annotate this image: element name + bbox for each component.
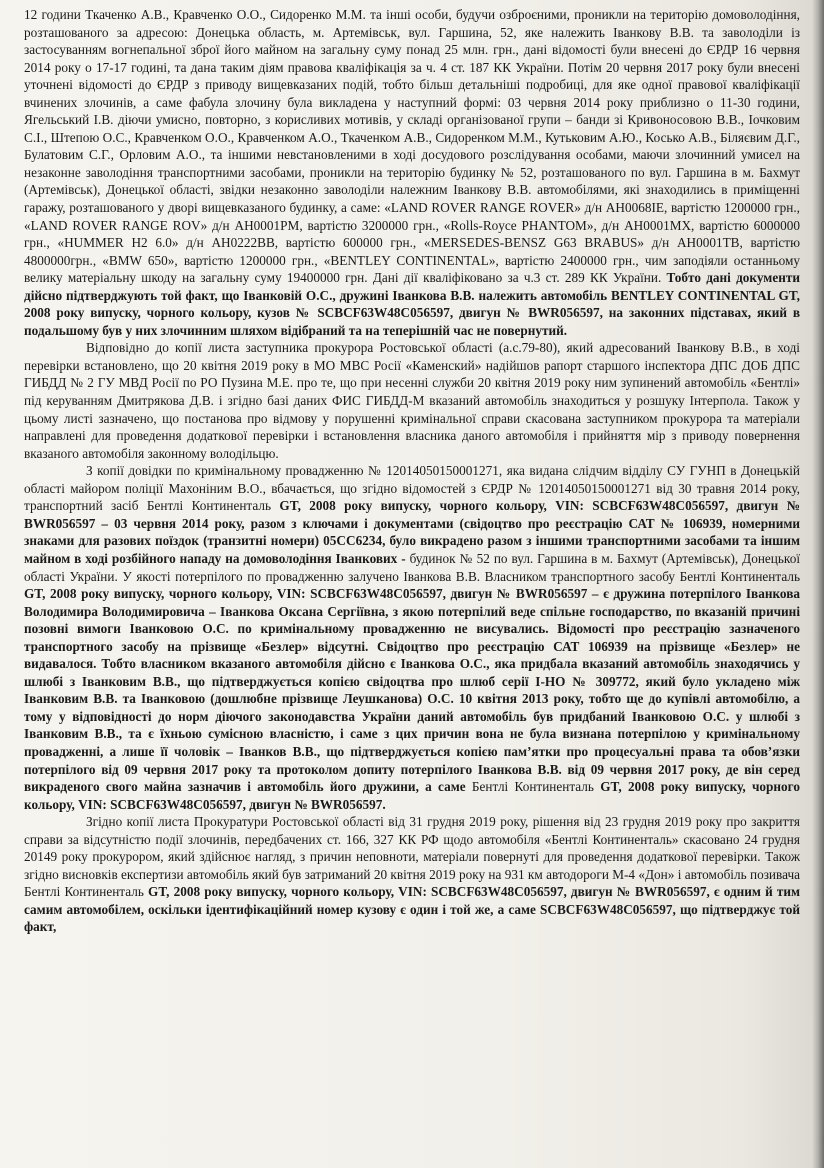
paragraph (24, 462, 800, 813)
paragraph (24, 813, 800, 936)
text-run: 12 години Ткаченко А.В., Кравченко О.О., Сидоренко М.М. та інші особи, будучи озброєними, проникли на територію домоволодіння, розташованого за адресою: Донецька область, м. Артемівськ, вул. Гаршина, 52, яке належить Іванкову В.В. та заволоділи із застосуванням вогнепальної зброї його майном на загальну суму понад 25 млн. грн., дані відомості були внесені до ЄРДР 16 червня 2014 року о 17-17 годині, та дана таким діям правова кваліфікація за ч. 4 ст. 187 КК України. Потім 20 червня 2017 року були внесені уточнені відомості до ЄРДР з приводу вищевказаних подій, тобто більш детальніші подробиці, для яке одної правової кваліфікації вчинених злочинів, а саме фабула злочину була викладена у наступний формі: 03 червня 2014 року приблизно о 11-30 години, Ягельський І.В. діючи умисно, повторно, з корисливих мотивів, у складі організованої групи – банди зі Кривоносовою В.В., Іочковим С.І., Штепою О.С., Кравченком О.О., Кравченком А.О., Ткаченком А.В., Сидоренком М.М., Кутьковим А.Ю., Косько А.В., Біляєвим Д.Г., Булатовим С.Г., Орловим А.О., та іншими невстановленими в ході досудового розслідування особами, маючи злочинний умисел на незаконне заволодіння транспортними засобами, проникли на територію будинку № 52, розташованого по вул. Гаршина в м. Бахмут (Артемівськ), Донецької області, звідки незаконно заволоділи належним Іванкову В.В. автомобілями, які знаходились в приміщенні гаражу, розташованого у дворі вищевказаного будинку, а саме: «LAND ROVER RANGE ROVER» д/н АН0068ІЕ, вартістю 1200000 грн., «LAND ROVER RANGE ROV» д/н АН0001РМ, вартістю 3200000 грн., «Rolls-Royce PHANTOM», д/н АН0001МХ, вартістю 6000000 грн., «HUMMER H2 6.0» д/н АН0222ВВ, вартістю 600000 грн., «MERSEDES-BENSZ G63 BRABUS» д/н АН0001ТВ, вартістю 4800000грн., «BMW 650», вартістю 1200000 грн., «BENTLEY CONTINENTAL», вартістю 2400000 грн., чим заподіяли останньому велику матеріальну шкоду на загальну суму 19400000 грн. Дані дії кваліфіковано за ч.3 ст. 289 КК України. (24, 7, 800, 286)
page-edge-shadow (812, 0, 824, 1168)
bold-text-run: Тобто дані документи дійсно підтверджують той факт, що Іванковій О.С., дружині Іванкова В.В. належить автомобіль BENTLEY CONTINENTAL GT, 2008 року випуску, чорного кольору, кузов № SCBCF63W48C056597, двигун № BWR056597, на законних підставах, який в подальшому був у них злочинним шляхом відібраний та на теперішній час не повернутий. (24, 270, 800, 338)
text-run: будинок № 52 по вул. Гаршина в м. Бахмут (Артемівськ), Донецької області України. У якості потерпілого по провадженню залучено Іванкова В.В. Власником транспортного засобу Бентлі Континенталь (24, 550, 800, 584)
paragraph (24, 6, 800, 339)
document-body (24, 6, 800, 936)
bold-text-run: GT, 2008 року випуску, чорного кольору, VIN: SCBCF63W48C056597, двигун № BWR056597 – 03 червня 2014 року, разом з ключами і документами (свідоцтво про реєстрацію САТ № 106939, номерними знаками для разових поїздок (транзитні номери) 05СС6234, було викрадено разом з іншими транспортними засобами та іншим майном в ході розбійного нападу на домоволодіння Іванкових - (24, 498, 800, 566)
bold-text-run: GT, 2008 року випуску, чорного кольору, VIN: SCBCF63W48C056597, двигун № BWR056597. (24, 779, 800, 812)
paragraph (24, 339, 800, 462)
text-run: Бентлі Континенталь (471, 779, 601, 795)
text-run: Відповідно до копії листа заступника прокурора Ростовської області (а.с.79-80), який адресований Іванкову В.В., в ході перевірки встановлено, що 20 квітня 2019 року в МО МВС Росії «Каменский» надійшов рапорт старшого інспектора ДПС ДОБ ДПС ГИБДД № 2 ГУ МВД Росії по РО Пузина М.Е. про те, що при несенні служби 20 квітня 2019 року ним зупинений автомобіль «Бентлі» під керуванням Дмитрякова Д.В. і згідно базі даних ФИС ГИБДД-М вказаний автомобіль знаходиться у розшуку Інтерпола. Також у цьому листі зазначено, що постанова про відмову у порушенні кримінальної справи скасована заступником прокурора та матеріали направлені для проведення додаткової перевірки і встановлення власника даного автомобіля і прийняття мір з приводу повернення вказаного автомобіля законному володільцю. (24, 340, 800, 461)
text-run: Згідно копії листа Прокуратури Ростовської області від 31 грудня 2019 року, рішення від 23 грудня 2019 року про закриття справи за відсутністю події злочинів, передбачених ст. 166, 327 КК РФ щодо автомобіля «Бентлі Континенталь» скасовано 24 грудня 20149 року прокурором, який здійснює нагляд, з причин неповноти, матеріали повернуті для проведення додаткової перевірки. Також згідно висновків експертизи автомобіль який був затриманий 20 квітня 2019 року на 931 км автодороги М-4 «Дон» і автомобіль позивача Бентлі Континенталь (24, 814, 800, 900)
text-run: З копії довідки по кримінальному провадженню № 12014050150001271, яка видана слідчим відділу СУ ГУНП в Донецькій області майором поліції Махоніним В.О., вбачається, що згідно відомостей з ЄРДР № 12014050150001271 від 30 травня 2014 року, транспортний засіб Бентлі Континенталь (24, 463, 800, 514)
bold-text-run: GT, 2008 року випуску, чорного кольору, VIN: SCBCF63W48C056597, двигун № BWR056597, є одним й тим самим автомобілем, оскільки ідентифікаційний номер кузову є один і той же, а саме SCBCF63W48C056597, що підтверджує той факт, (24, 884, 800, 935)
bold-text-run: GT, 2008 року випуску, чорного кольору, VIN: SCBCF63W48C056597, двигун № BWR056597 – є дружина потерпілого Іванкова Володимира Володимировича – Іванкова Оксана Сергіївна, з якою потерпілий веде спільне господарство, по вказаній причині позовні вимоги Іванковою О.С. по кримінальному провадженню не висувались. Відомості про реєстрацію зазначеного транспортного засобу на прізвище «Безлер» відсутні. Свідоцтво про реєстрацію САТ 106939 на прізвище «Безлер» не видавалося. Тобто власником вказаного автомобіля дійсно є Іванкова О.С., яка придбала вказаний автомобіль знаходячись у шлюбі з Іванковим В.В., що підтверджується копією свідоцтва про шлюб серії І-НО № 309772, який було укладено між Іванковим В.В. та Іванковою (дошлюбне прізвище Леушканова) О.С. 10 квітня 2013 року, тобто ще до купівлі автомобілю, а тому у відповідності до норм діючого законодавства України даний автомобіль був придбаний Іванковою О.С. у шлюбі з Іванковим В.В., та є їхньою сумісною власністю, і саме з цих причин вона не була визнана потерпілою у кримінальному провадженні, а лише її чоловік – Іванков В.В., що підтверджується копією пам’ятки про процесуальні права та обов’язки потерпілого від 09 червня 2017 року та протоколом допиту потерпілого Іванкова В.В. від 09 червня 2017 року, де він серед викраденого свого майна зазначив і автомобіль його дружини, а саме (24, 586, 800, 795)
